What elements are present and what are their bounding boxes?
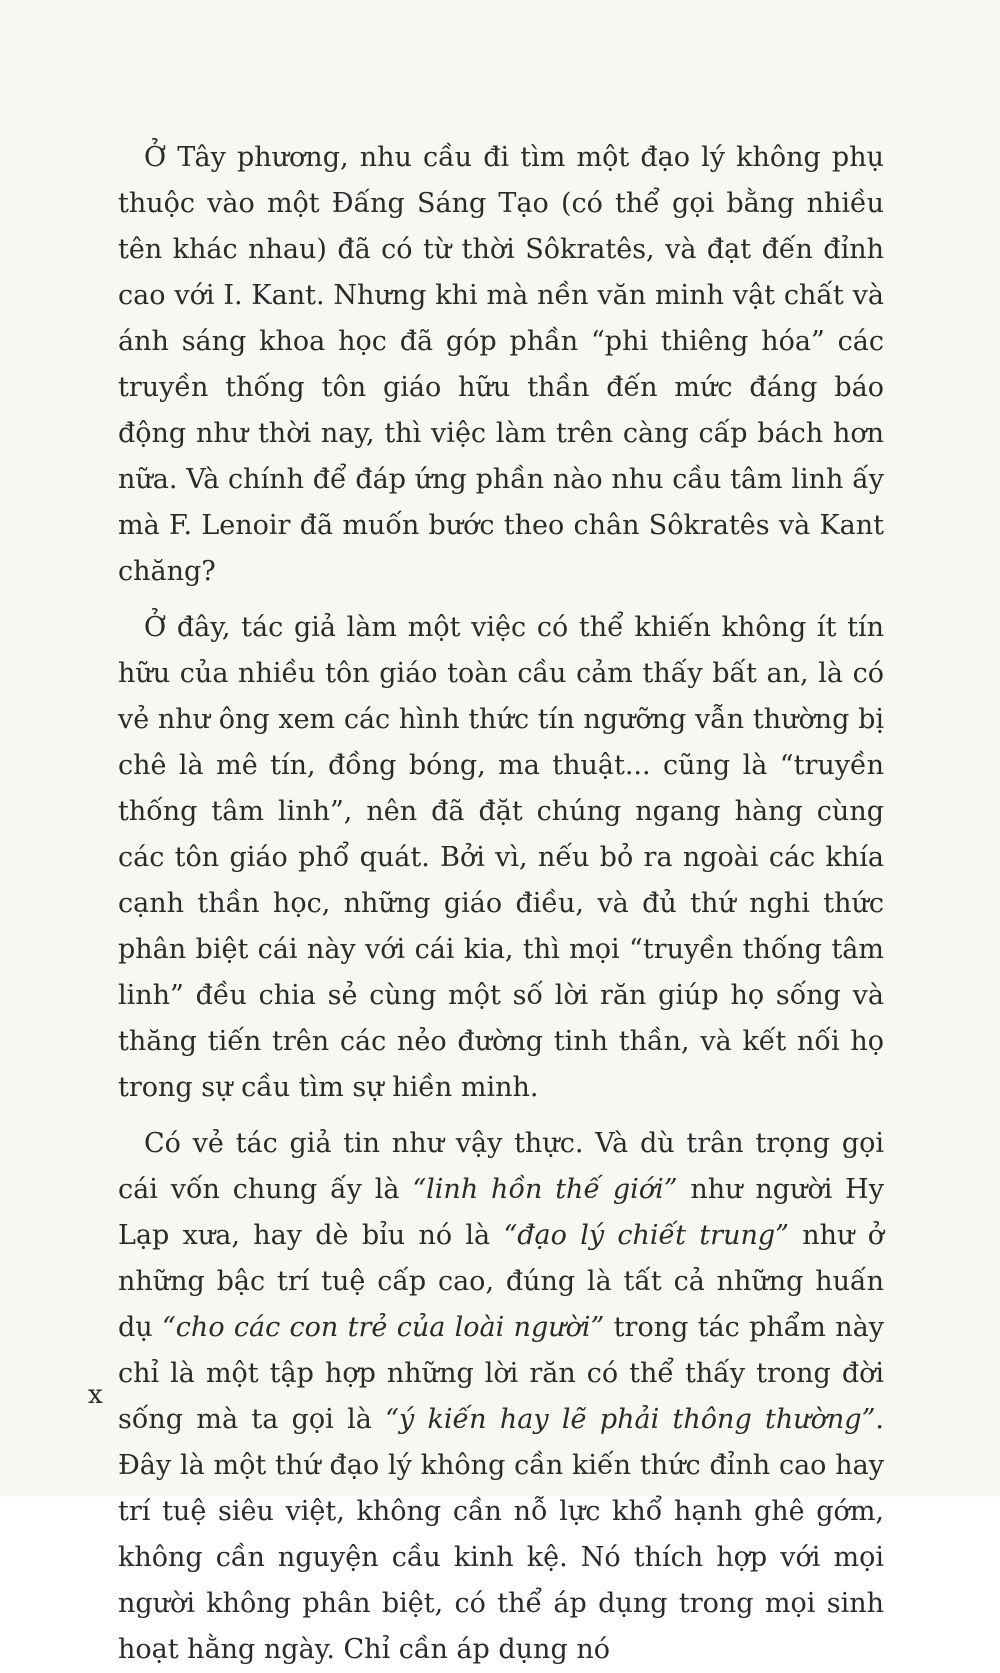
paragraph-3 xyxy=(118,1121,884,1673)
body-text xyxy=(118,135,884,1673)
paragraph-3-run-1: Có vẻ tác giả tin như vậy thực. Và dù trân trọng gọi cái vốn chung ấy là xyxy=(118,1128,884,1205)
paragraph-3-run-4: trong tác phẩm này chỉ là một tập hợp những lời răn có thể thấy trong đời sống mà ta gọi là xyxy=(118,1312,884,1435)
quote-dao-ly-chiet-trung: “đạo lý chiết trung” xyxy=(503,1220,789,1251)
quote-linh-hon-the-gioi: “linh hồn thế giới” xyxy=(412,1174,678,1205)
paragraph-1 xyxy=(118,135,884,595)
quote-y-kien-hay: “ý kiến hay lẽ phải thông thường” xyxy=(385,1404,876,1435)
paragraph-3-run-5: . Đây là một thứ đạo lý không cần kiến thức đỉnh cao hay trí tuệ siêu việt, không cần nỗ lực khổ hạnh ghê gớm, không cần nguyện cầu kinh kệ. Nó thích hợp với mọi người không phân biệt, có thể áp dụng trong mọi sinh hoạt hằng ngày. Chỉ cần áp dụng nó xyxy=(118,1404,884,1665)
paragraph-2-text: Ở đây, tác giả làm một việc có thể khiến không ít tín hữu của nhiều tôn giáo toàn cầu cảm thấy bất an, là có vẻ như ông xem các hình thức tín ngưỡng vẫn thường bị chê là mê tín, đồng bóng, ma thuật... cũng là “truyền thống tâm linh”, nên đã đặt chúng ngang hàng cùng các tôn giáo phổ quát. Bởi vì, nếu bỏ ra ngoài các khía cạnh thần học, những giáo điều, và đủ thứ nghi thức phân biệt cái này với cái kia, thì mọi “truyền thống tâm linh” đều chia sẻ cùng một số lời răn giúp họ sống và thăng tiến trên các nẻo đường tinh thần, và kết nối họ trong sự cầu tìm sự hiền minh. xyxy=(118,612,884,1103)
paragraph-3-run-2: như người Hy Lạp xưa, hay dè bỉu nó là xyxy=(118,1174,884,1251)
page-number: x xyxy=(88,1380,103,1410)
paragraph-1-text: Ở Tây phương, nhu cầu đi tìm một đạo lý không phụ thuộc vào một Đấng Sáng Tạo (có thể gọi bằng nhiều tên khác nhau) đã có từ thời Sôkratês, và đạt đến đỉnh cao với I. Kant. Nhưng khi mà nền văn minh vật chất và ánh sáng khoa học đã góp phần “phi thiêng hóa” các truyền thống tôn giáo hữu thần đến mức đáng báo động như thời nay, thì việc làm trên càng cấp bách hơn nữa. Và chính để đáp ứng phần nào nhu cầu tâm linh ấy mà F. Lenoir đã muốn bước theo chân Sôkratês và Kant chăng? xyxy=(118,142,884,587)
quote-cho-cac-con-tre: “cho các con trẻ của loài người” xyxy=(162,1312,605,1343)
paragraph-2 xyxy=(118,605,884,1111)
paragraph-3-run-3: như ở những bậc trí tuệ cấp cao, đúng là tất cả những huấn dụ xyxy=(118,1220,885,1343)
